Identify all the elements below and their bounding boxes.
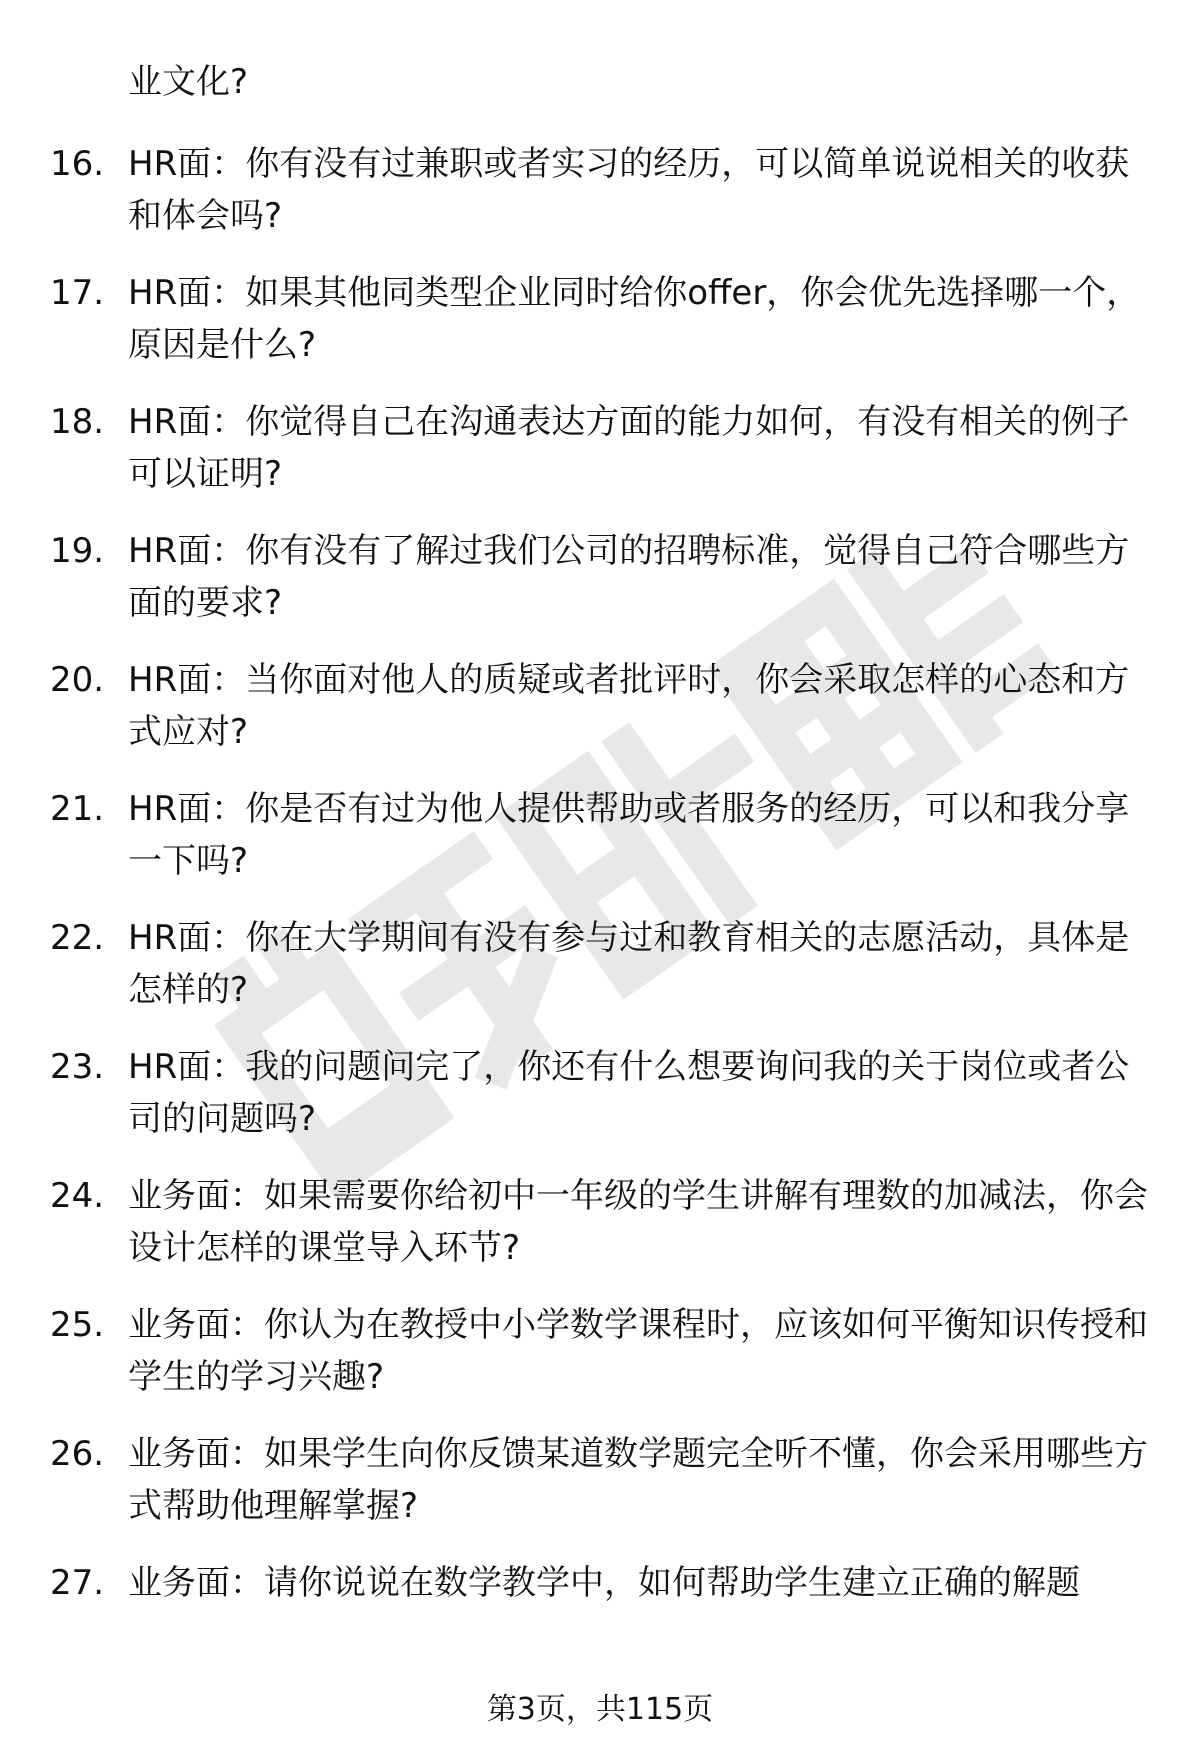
question-text: HR面：如果其他同类型企业同时给你offer，你会优先选择哪一个，原因是什么? — [128, 273, 1141, 365]
list-item — [0, 396, 1200, 525]
list-item — [0, 912, 1200, 1041]
question-number: 25. — [50, 1305, 105, 1345]
question-number: 23. — [50, 1047, 105, 1087]
question-number: 24. — [50, 1176, 105, 1216]
list-item — [0, 783, 1200, 912]
page-number-footer: 第3页，共115页 — [486, 1692, 714, 1727]
continued-question-text: 业文化? — [128, 62, 249, 102]
question-text: 业务面：如果学生向你反馈某道数学题完全听不懂，你会采用哪些方式帮助他理解掌握? — [128, 1434, 1148, 1526]
question-number: 22. — [50, 918, 105, 958]
question-text: 业务面：如果需要你给初中一年级的学生讲解有理数的加减法，你会设计怎样的课堂导入环节? — [128, 1176, 1148, 1268]
question-number: 19. — [50, 531, 105, 571]
list-item — [0, 1557, 1200, 1686]
question-number: 17. — [50, 273, 105, 313]
list-item — [0, 654, 1200, 783]
list-item — [0, 267, 1200, 396]
list-item — [0, 1041, 1200, 1170]
question-text: HR面：你在大学期间有没有参与过和教育相关的志愿活动，具体是怎样的? — [128, 918, 1130, 1010]
question-number: 20. — [50, 660, 105, 700]
list-item — [0, 1170, 1200, 1299]
list-item — [0, 138, 1200, 267]
question-text: HR面：当你面对他人的质疑或者批评时，你会采取怎样的心态和方式应对? — [128, 660, 1130, 752]
question-number: 16. — [50, 144, 105, 184]
question-text: 业务面：你认为在教授中小学数学课程时，应该如何平衡知识传授和学生的学习兴趣? — [128, 1305, 1148, 1397]
question-text: 业务面：请你说说在数学教学中，如何帮助学生建立正确的解题 — [128, 1563, 1080, 1603]
question-text: HR面：你觉得自己在沟通表达方面的能力如何，有没有相关的例子可以证明? — [128, 402, 1130, 494]
list-item — [0, 525, 1200, 654]
question-number: 26. — [50, 1434, 105, 1474]
list-item — [0, 1428, 1200, 1557]
question-text: HR面：我的问题问完了，你还有什么想要询问我的关于岗位或者公司的问题吗? — [128, 1047, 1130, 1139]
question-number: 21. — [50, 789, 105, 829]
list-item — [0, 1299, 1200, 1428]
question-number: 27. — [50, 1563, 105, 1603]
question-text: HR面：你是否有过为他人提供帮助或者服务的经历，可以和我分享一下吗? — [128, 789, 1130, 881]
question-list — [0, 138, 1200, 1686]
question-text: HR面：你有没有了解过我们公司的招聘标准，觉得自己符合哪些方面的要求? — [128, 531, 1130, 623]
question-number: 18. — [50, 402, 105, 442]
question-text: HR面：你有没有过兼职或者实习的经历，可以简单说说相关的收获和体会吗? — [128, 144, 1130, 236]
